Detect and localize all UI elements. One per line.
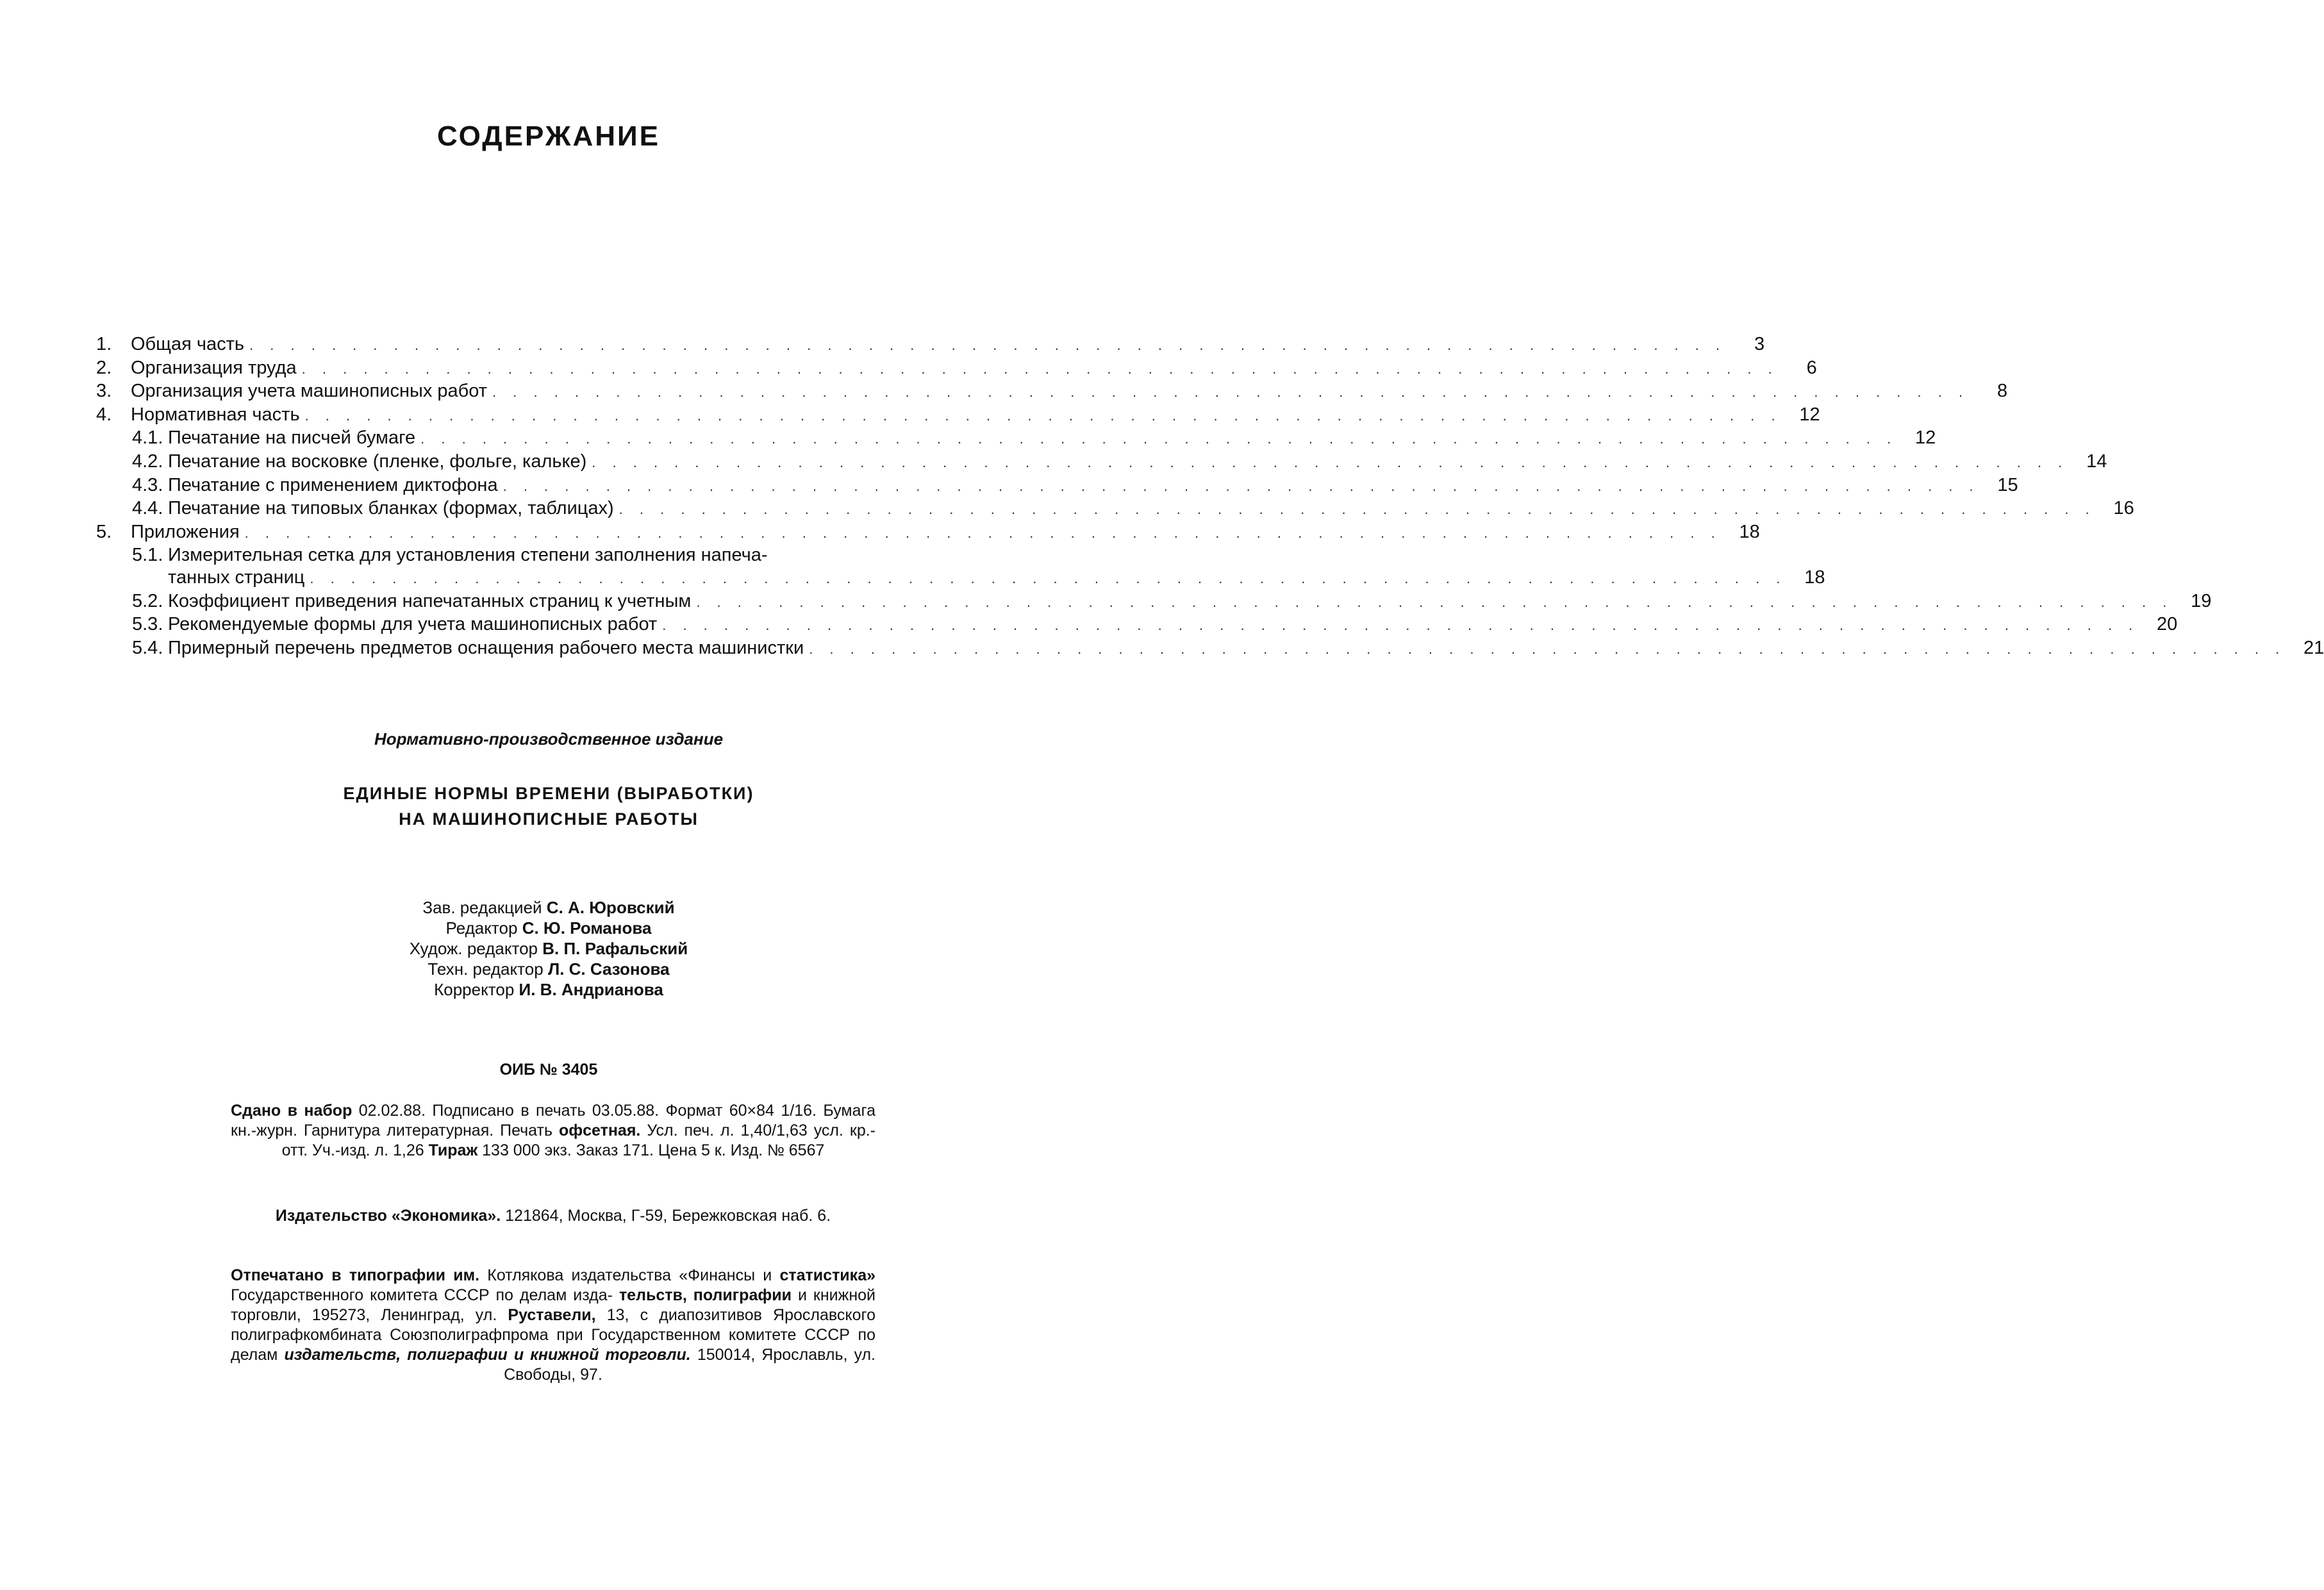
- toc-entry-number: 5.2.: [132, 590, 163, 611]
- toc-entry-page: 21: [2303, 637, 2324, 658]
- toc-entry: [96, 404, 1820, 427]
- toc-entry-title: Печатание на писчей бумаге: [168, 427, 416, 449]
- toc-leader-dots: [619, 499, 2096, 521]
- publisher-address: 121864, Москва, Г-59, Бережковская наб. 6.: [505, 1207, 831, 1225]
- toc-entry-title: Примерный перечень предметов оснащения рабочего места машинистки: [168, 637, 804, 658]
- credit-line: [0, 959, 1097, 979]
- toc-entry-title: Организация учета машинописных работ: [131, 381, 488, 402]
- printer-info: [231, 1266, 876, 1385]
- toc-entry: [96, 427, 1936, 451]
- toc-entry-title: Рекомендуемые формы для учета машинописных работ: [168, 614, 658, 635]
- printer-text: издательств, полиграфии и книжной торговли.: [284, 1346, 691, 1364]
- toc-leader-dots: [696, 592, 2173, 614]
- printer-text: тельств, полиграфии: [618, 1286, 792, 1304]
- credit-name: И. В. Андрианова: [519, 980, 663, 999]
- toc-entry: [96, 333, 1765, 357]
- toc-entry: [96, 521, 1760, 545]
- toc-entry-number: 5.: [96, 521, 112, 542]
- printer-text: статистика»: [779, 1266, 876, 1284]
- toc-entry-number: 5.3.: [132, 614, 163, 635]
- toc-entry-title: Печатание с применением диктофона: [168, 474, 498, 495]
- toc-entry: [96, 590, 2212, 614]
- toc-leader-dots: [249, 335, 1726, 357]
- offset-label: офсетная.: [558, 1122, 641, 1139]
- toc-entry: [96, 451, 2107, 474]
- book-title: [0, 781, 1097, 832]
- toc-leader-dots: [305, 405, 1782, 427]
- toc-entry: [96, 380, 2008, 404]
- toc-entry-page: 20: [2157, 614, 2178, 635]
- toc-entry-page: 18: [1739, 521, 1760, 542]
- toc-entry: [96, 497, 2134, 521]
- toc-entry-title-continuation: танных страниц: [168, 567, 305, 588]
- toc-leader-dots: [420, 428, 1897, 451]
- printer-text: Котлякова издательства «Финансы и: [487, 1266, 772, 1284]
- print-data: [231, 1101, 876, 1161]
- toc-entry: [96, 474, 2018, 498]
- toc-entry: [96, 613, 2178, 637]
- credit-name: С. А. Юровский: [546, 898, 675, 917]
- toc-entry-number: 4.: [96, 404, 112, 425]
- toc-entry-number: 1.: [96, 334, 112, 354]
- sdano-label: Сдано в набор: [231, 1102, 353, 1120]
- toc-entry-number: 4.3.: [132, 474, 163, 495]
- credit-line: [0, 918, 1097, 938]
- toc-entry-title: Общая часть: [131, 334, 245, 354]
- toc-entry-number: 5.1.: [132, 545, 163, 566]
- toc-entry-number: 4.2.: [132, 451, 163, 472]
- credit-line: [0, 979, 1097, 1000]
- printer-text: и книжной торговли, 195273, Ленинград, ул.: [231, 1286, 876, 1324]
- toc-entry: [96, 357, 1817, 381]
- edition-type: Нормативно-производственное издание: [374, 729, 724, 749]
- toc-entry-page: 16: [2113, 498, 2134, 519]
- table-of-contents: [96, 333, 2324, 660]
- credit-role: Худож. редактор: [409, 939, 538, 958]
- toc-entry-number: 3.: [96, 381, 112, 402]
- toc-entry-number: 4.4.: [132, 498, 163, 519]
- toc-leader-dots: [492, 381, 1969, 404]
- credit-role: Зав. редакцией: [422, 898, 542, 917]
- printer-text: 13, с диапозитивов Ярославского полиграфкомбината Союзполиграфпрома при Государственном комитете СССР по делам: [231, 1306, 876, 1364]
- toc-entry-page: 12: [1914, 427, 1936, 449]
- credit-line: [0, 897, 1097, 918]
- toc-entry-page: 18: [1804, 567, 1825, 588]
- page-title: СОДЕРЖАНИЕ: [436, 120, 661, 152]
- toc-leader-dots: [662, 615, 2139, 637]
- publisher-name: Издательство «Экономика».: [275, 1207, 501, 1225]
- toc-entry-number: 2.: [96, 357, 112, 378]
- toc-leader-dots: [503, 476, 1980, 498]
- credits: [0, 897, 1097, 1000]
- toc-entry-title: Организация труда: [131, 357, 297, 378]
- tirazh-label: Тираж: [428, 1141, 478, 1159]
- toc-entry-page: 19: [2191, 590, 2212, 611]
- toc-leader-dots: [809, 638, 2286, 661]
- printer-text: Руставели,: [508, 1306, 596, 1324]
- print-data-text: 02.02.88. Подписано в печать 03.05.88. Формат 60×84 1/16. Бумага кн.-журн. Гарнитура литературная. Печать: [231, 1102, 876, 1139]
- toc-entry-page: 8: [1996, 381, 2008, 402]
- printer-text: Отпечатано в типографии им.: [231, 1266, 480, 1284]
- toc-entry-number: 4.1.: [132, 427, 163, 449]
- toc-entry-page: 3: [1754, 334, 1765, 354]
- toc-entry-page: 15: [1997, 474, 2018, 495]
- toc-entry-title: Измерительная сетка для установления степени заполнения напеча-: [168, 545, 768, 566]
- credit-role: Корректор: [434, 980, 515, 999]
- toc-entry-title: Нормативная часть: [131, 404, 300, 425]
- print-data-text-2: Усл. печ. л. 1,40/1,63 усл. кр.-отт. Уч.-изд. л. 1,26: [281, 1122, 876, 1159]
- toc-leader-dots: [245, 522, 1722, 545]
- toc-entry-page: 6: [1806, 357, 1817, 378]
- toc-leader-dots: [302, 358, 1779, 381]
- toc-entry-continuation: [96, 567, 1825, 590]
- toc-entry-title: Печатание на восковке (пленке, фольге, кальке): [168, 451, 587, 472]
- credit-line: [0, 938, 1097, 959]
- book-title-line-2: НА МАШИНОПИСНЫЕ РАБОТЫ: [399, 809, 699, 829]
- credit-name: Л. С. Сазонова: [547, 959, 670, 979]
- oib-number: ОИБ № 3405: [499, 1061, 598, 1079]
- toc-leader-dots: [310, 568, 1786, 590]
- toc-entry-title: Печатание на типовых бланках (формах, таблицах): [168, 498, 614, 519]
- printer-text: 150014, Ярославль, ул. Свободы, 97.: [504, 1346, 876, 1384]
- toc-entry-page: 14: [2086, 451, 2107, 472]
- credit-role: Техн. редактор: [427, 959, 544, 979]
- toc-entry-page: 12: [1799, 404, 1820, 425]
- credit-name: В. П. Рафальский: [542, 939, 688, 958]
- credit-name: С. Ю. Романова: [522, 918, 652, 938]
- printer-text: Государственного комитета СССР по делам изда-: [231, 1286, 613, 1304]
- book-title-line-1: ЕДИНЫЕ НОРМЫ ВРЕМЕНИ (ВЫРАБОТКИ): [343, 784, 754, 803]
- toc-entry: [96, 544, 993, 567]
- toc-entry-title: Приложения: [131, 521, 240, 542]
- toc-leader-dots: [592, 452, 2068, 474]
- toc-entry-number: 5.4.: [132, 637, 163, 658]
- toc-entry-title: Коэффициент приведения напечатанных страниц к учетным: [168, 590, 692, 611]
- print-data-text-3: 133 000 экз. Заказ 171. Цена 5 к. Изд. № 6567: [482, 1141, 825, 1159]
- credit-role: Редактор: [445, 918, 518, 938]
- toc-entry: [96, 637, 2324, 661]
- publisher-info: [231, 1206, 876, 1226]
